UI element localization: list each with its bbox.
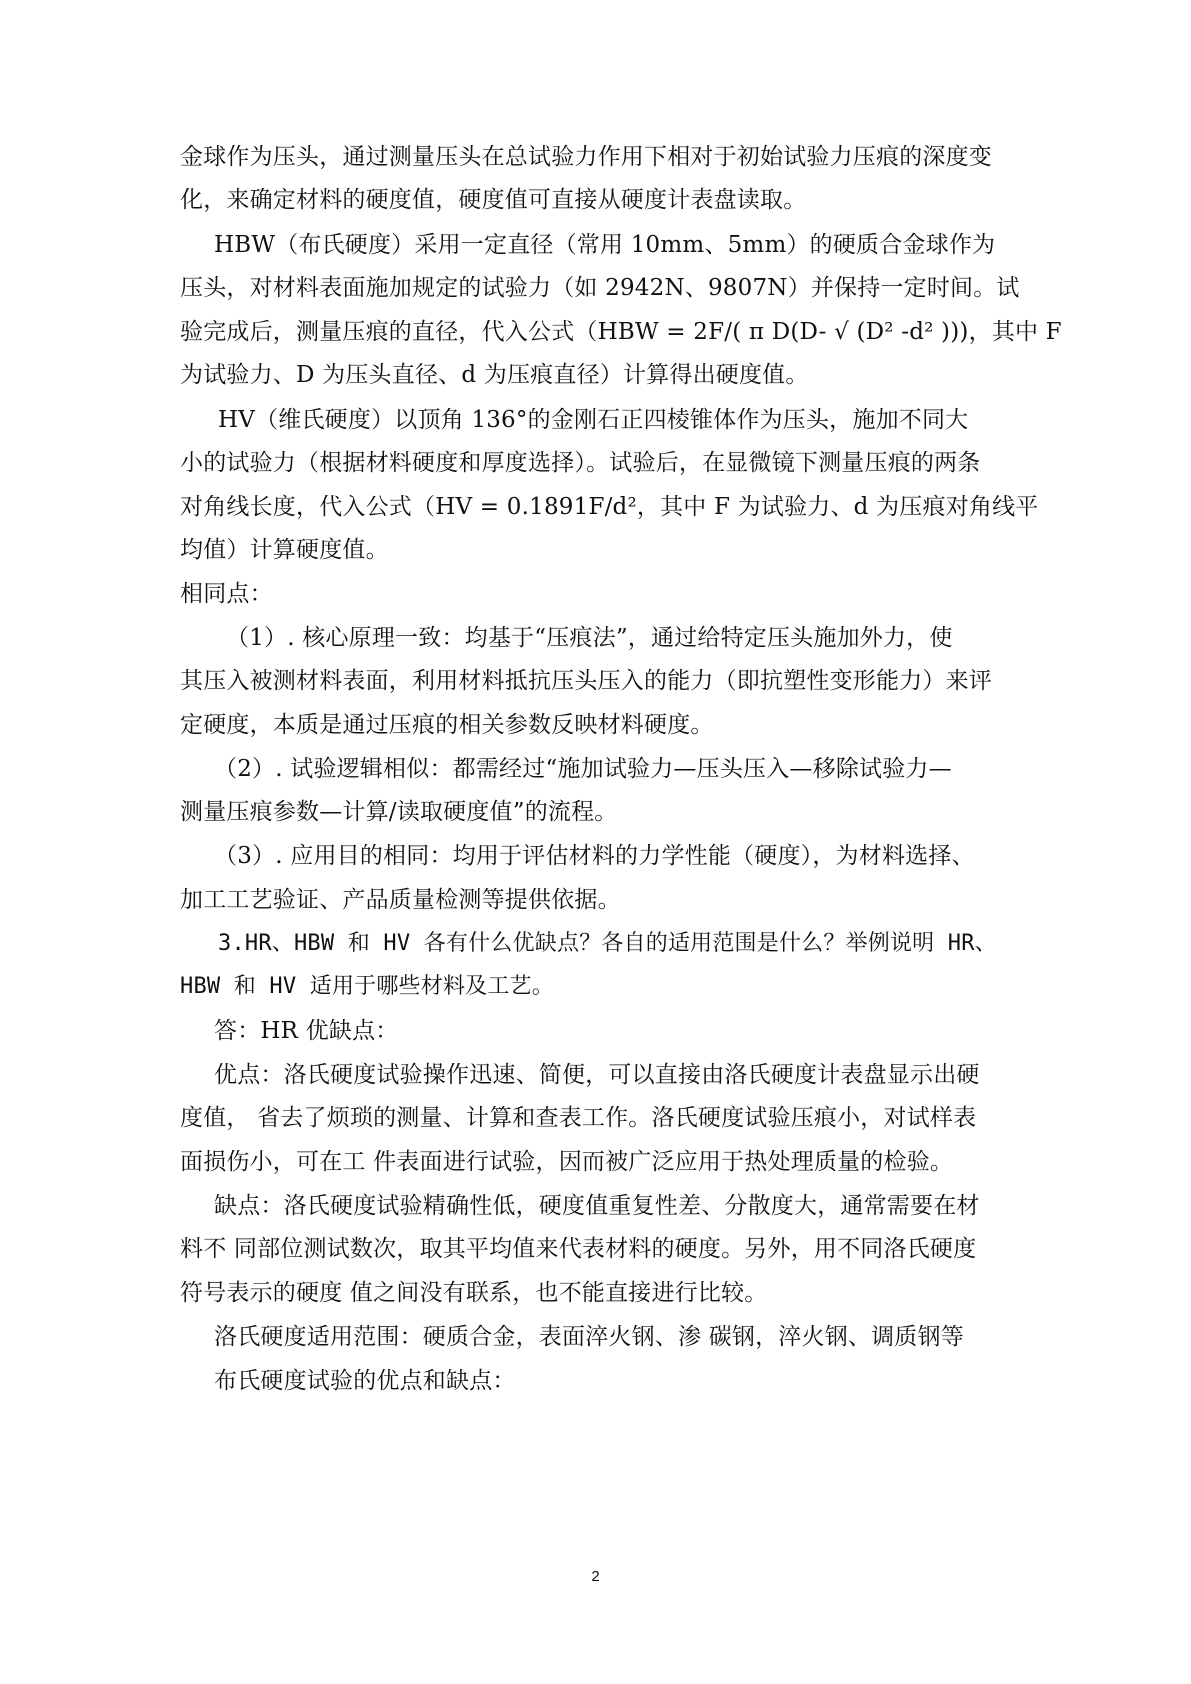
- text-line: 料不 同部位测试数次，取其平均值来代表材料的硬度。另外，用不同洛氏硬度: [180, 1236, 977, 1262]
- text-line: 度值， 省去了烦琐的测量、计算和查表工作。洛氏硬度试验压痕小，对试样表: [180, 1105, 977, 1131]
- text-line: 优点：洛氏硬度试验操作迅速、简便，可以直接由洛氏硬度计表盘显示出硬: [214, 1062, 980, 1088]
- text-line: 对角线长度，代入公式（HV = 0.1891F/d²，其中 F 为试验力、d 为压痕对角线平: [180, 494, 1039, 520]
- question-line: HBW 和 HV 适用于哪些材料及工艺。: [180, 974, 554, 999]
- text-line: HBW（布氏硬度）采用一定直径（常用 10mm、5mm）的硬质合金球作为: [214, 232, 996, 258]
- text-line: 缺点：洛氏硬度试验精确性低，硬度值重复性差、分散度大，通常需要在材: [214, 1193, 980, 1219]
- page-number: 2: [591, 1568, 600, 1585]
- text-line: HV（维氏硬度）以顶角 136°的金刚石正四棱锥体作为压头，施加不同大: [218, 407, 969, 433]
- text-line: 面损伤小，可在工 件表面进行试验，因而被广泛应用于热处理质量的检验。: [180, 1149, 954, 1175]
- text-line: 其压入被测材料表面，利用材料抵抗压头压入的能力（即抗塑性变形能力）来评: [180, 668, 992, 694]
- text-line: 洛氏硬度适用范围：硬质合金，表面淬火钢、渗 碳钢，淬火钢、调质钢等: [214, 1324, 964, 1350]
- text-line: 加工工艺验证、产品质量检测等提供依据。: [180, 887, 621, 913]
- text-line: （1）. 核心原理一致：均基于“压痕法”，通过给特定压头施加外力，使: [226, 625, 953, 651]
- section-heading: 相同点：: [180, 581, 273, 607]
- text-line: 测量压痕参数—计算/读取硬度值”的流程。: [180, 799, 618, 825]
- text-line: 验完成后，测量压痕的直径，代入公式（HBW = 2F/( π D(D- √ (D² -d² )))，其中 F: [180, 319, 1062, 345]
- text-line: 小的试验力（根据材料硬度和厚度选择）。试验后，在显微镜下测量压痕的两条: [180, 450, 981, 476]
- text-line: 均值）计算硬度值。: [180, 537, 389, 563]
- question-line: 3.HR、HBW 和 HV 各有什么优缺点？各自的适用范围是什么？举例说明 HR、: [218, 931, 997, 956]
- text-line: 布氏硬度试验的优点和缺点：: [214, 1368, 516, 1394]
- text-line: 为试验力、D 为压头直径、d 为压痕直径）计算得出硬度值。: [180, 362, 809, 388]
- text-line: （2）. 试验逻辑相似：都需经过“施加试验力—压头压入—移除试验力—: [214, 756, 952, 782]
- text-line: 化，来确定材料的硬度值，硬度值可直接从硬度计表盘读取。: [180, 187, 807, 213]
- text-line: （3）. 应用目的相同：均用于评估材料的力学性能（硬度），为材料选择、: [214, 843, 975, 869]
- text-line: 符号表示的硬度 值之间没有联系，也不能直接进行比较。: [180, 1280, 768, 1306]
- text-line: 压头，对材料表面施加规定的试验力（如 2942N、9807N）并保持一定时间。试: [180, 275, 1020, 301]
- text-line: 定硬度，本质是通过压痕的相关参数反映材料硬度。: [180, 712, 714, 738]
- answer-heading: 答：HR 优缺点：: [214, 1018, 399, 1044]
- text-line: 金球作为压头，通过测量压头在总试验力作用下相对于初始试验力压痕的深度变: [180, 144, 992, 170]
